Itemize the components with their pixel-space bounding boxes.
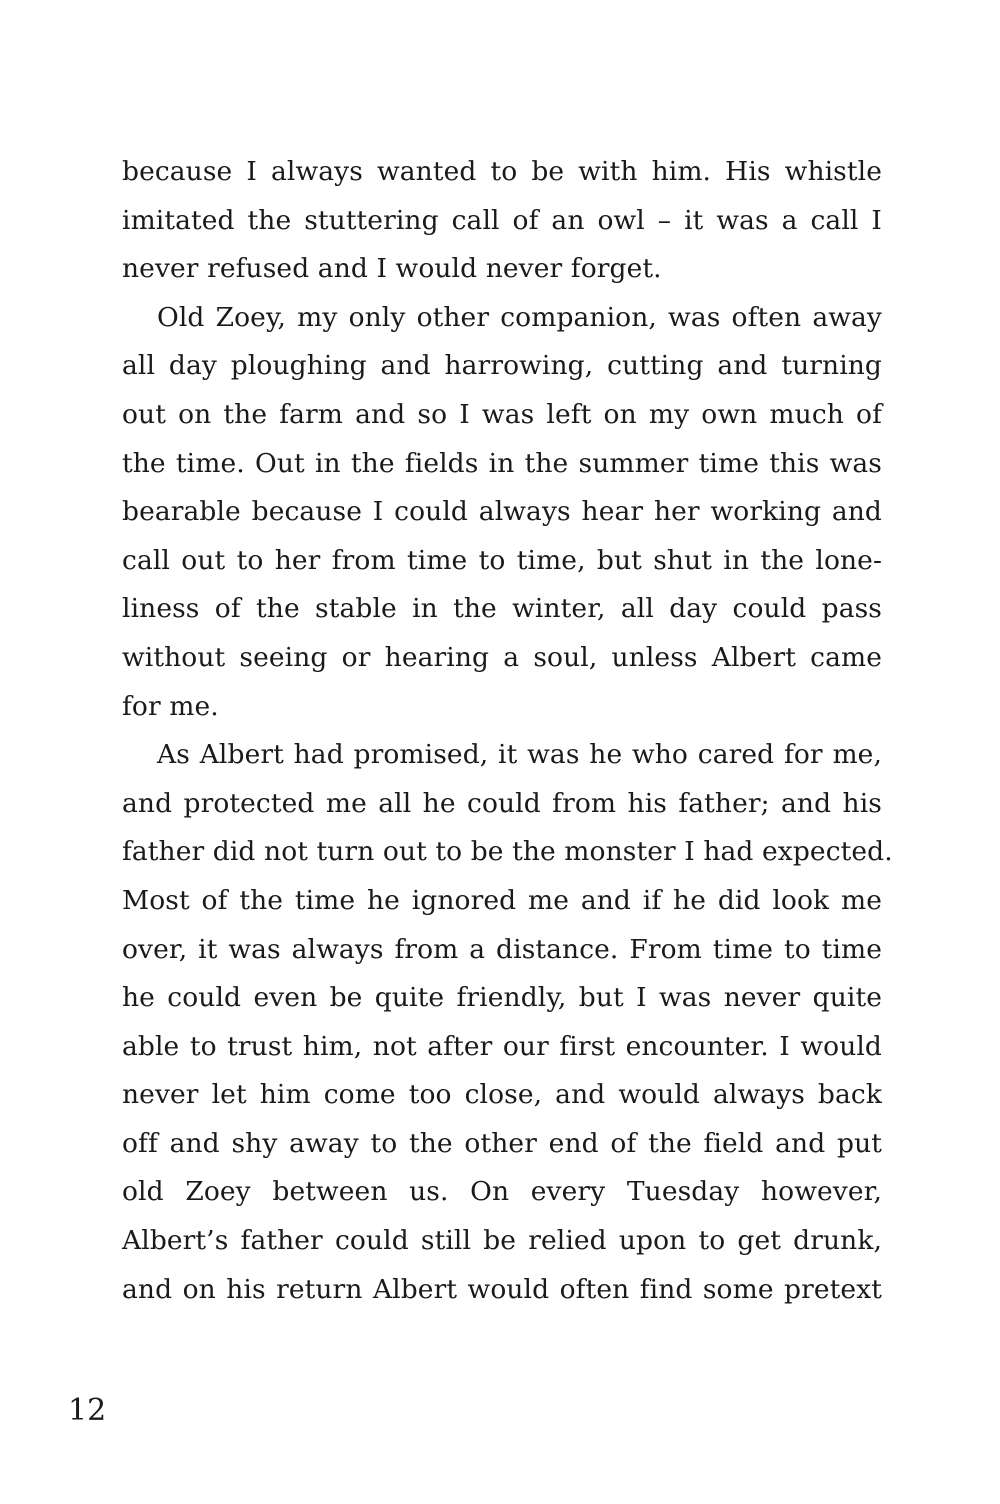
text-line: over, it was always from a distance. From time to time — [122, 933, 882, 965]
text-line: Albert’s father could still be relied upon to get drunk, — [122, 1225, 882, 1257]
text-line: never let him come too close, and would always back — [122, 1079, 882, 1111]
text-line: imitated the stuttering call of an owl – it was a call I — [122, 204, 882, 236]
text-line: out on the farm and so I was left on my own much of — [122, 398, 882, 430]
text-line: father did not turn out to be the monster I had expected. — [122, 836, 893, 868]
text-line: liness of the stable in the winter, all day could pass — [122, 593, 882, 625]
text-line: never refused and I would never forget. — [122, 253, 662, 285]
text-line: able to trust him, not after our first encounter. I would — [122, 1030, 882, 1062]
text-line: because I always wanted to be with him. His whistle — [122, 156, 882, 187]
text-line: for me. — [122, 690, 219, 722]
text-line: Most of the time he ignored me and if he did look me — [122, 884, 882, 916]
body-text — [122, 148, 893, 1314]
text-line: Old Zoey, my only other companion, was often away — [157, 301, 882, 333]
text-line: As Albert had promised, it was he who cared for me, — [157, 739, 882, 771]
text-line: and on his return Albert would often find some pretext — [122, 1273, 882, 1305]
text-line: off and shy away to the other end of the field and put — [122, 1127, 882, 1159]
text-line: he could even be quite friendly, but I was never quite — [122, 982, 882, 1014]
text-line: all day ploughing and harrowing, cutting and turning — [122, 350, 882, 382]
text-line: bearable because I could always hear her working and — [122, 496, 882, 528]
text-line: the time. Out in the fields in the summer time this was — [122, 447, 882, 479]
text-line: call out to her from time to time, but shut in the lone- — [122, 544, 882, 576]
text-line: and protected me all he could from his father; and his — [122, 787, 882, 819]
text-line: without seeing or hearing a soul, unless Albert came — [122, 641, 882, 673]
page-number: 12 — [68, 1393, 107, 1428]
text-line: old Zoey between us. On every Tuesday however, — [122, 1176, 882, 1208]
